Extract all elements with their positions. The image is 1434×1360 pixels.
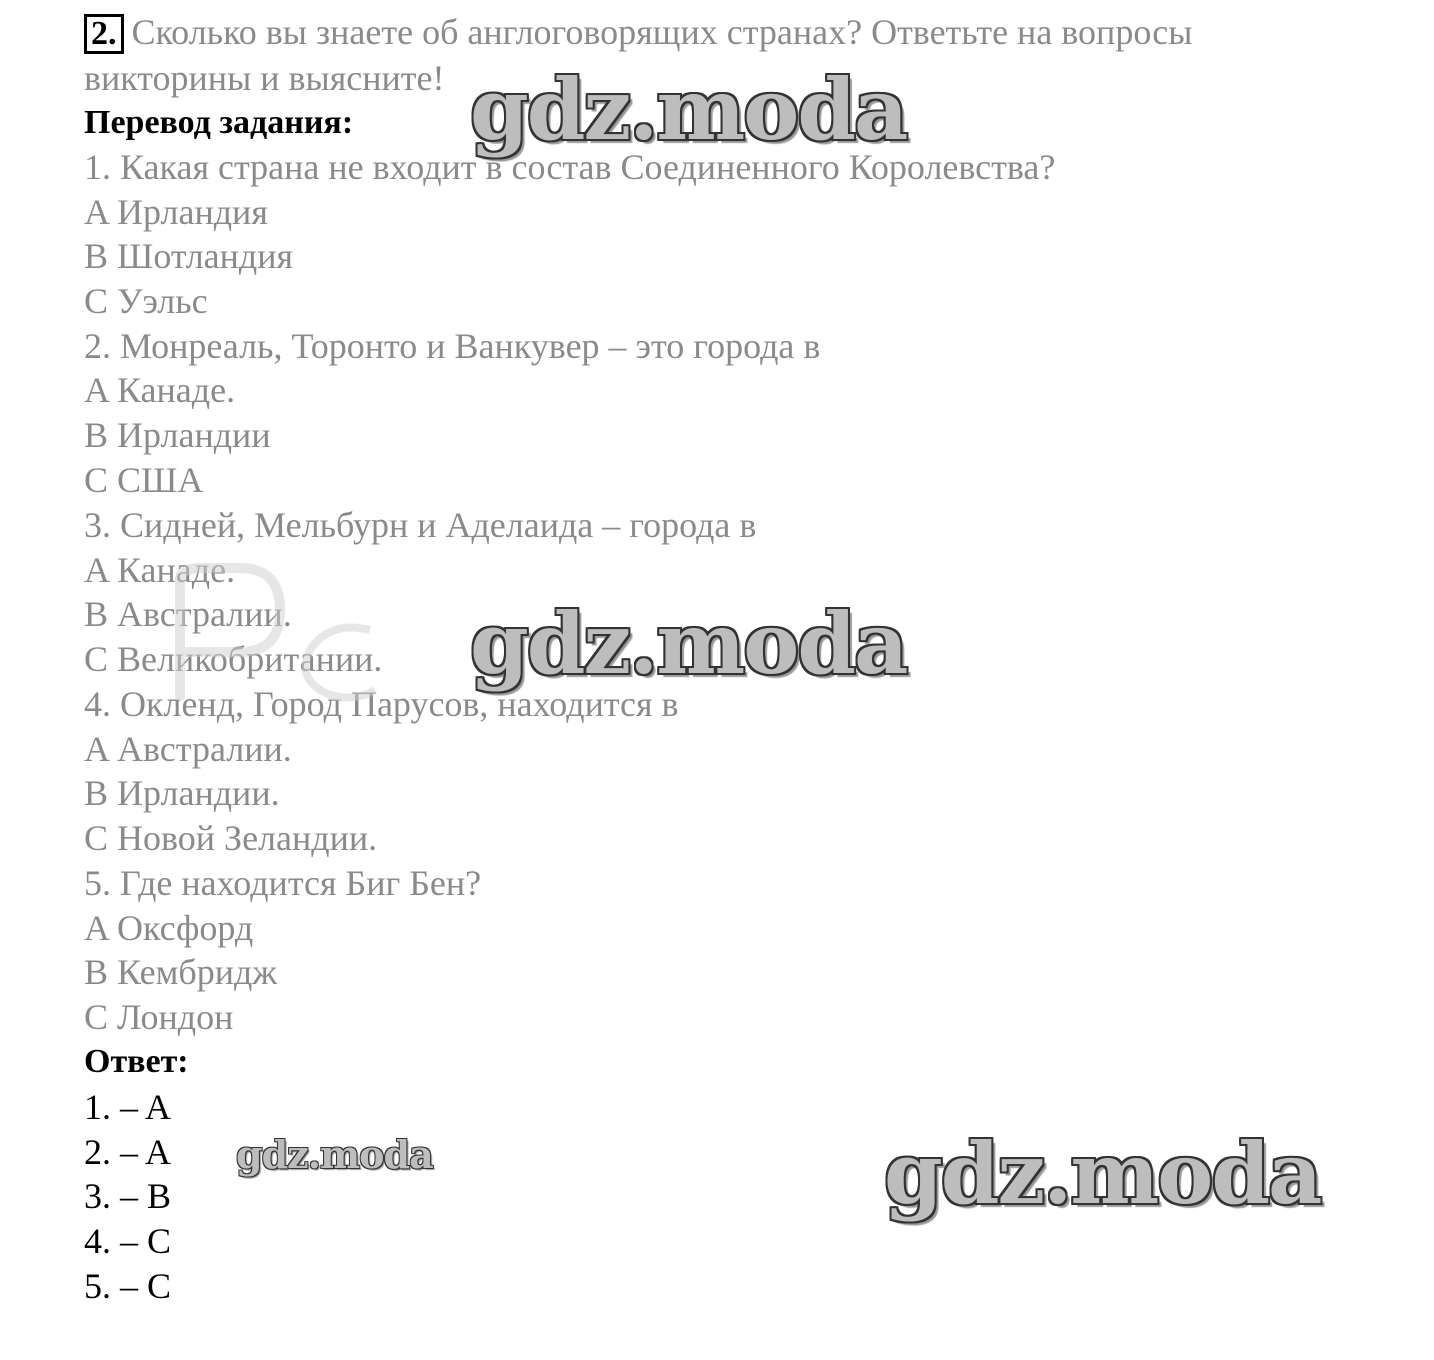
task-prompt-line-1 bbox=[84, 10, 1192, 54]
watermark: gdz.moda bbox=[470, 60, 907, 159]
task-number: 2. bbox=[84, 14, 124, 54]
quiz-line: 3. Сидней, Мельбурн и Аделаида – города в bbox=[84, 505, 757, 545]
answer-line: 5. – C bbox=[84, 1266, 172, 1306]
quiz-line: B Австралии. bbox=[84, 594, 292, 634]
quiz-line: C Новой Зеландии. bbox=[84, 818, 378, 858]
quiz-line: A Канаде. bbox=[84, 370, 236, 410]
quiz-line: 2. Монреаль, Торонто и Ванкувер – это города в bbox=[84, 326, 821, 366]
quiz-line: A Канаде. bbox=[84, 550, 236, 590]
quiz-line: C США bbox=[84, 460, 204, 500]
quiz-line: C Уэльс bbox=[84, 281, 208, 321]
quiz-line: B Ирландии. bbox=[84, 773, 280, 813]
watermark: gdz.moda bbox=[470, 594, 907, 693]
watermark: gdz.moda bbox=[884, 1124, 1321, 1223]
quiz-line: A Ирландия bbox=[84, 192, 268, 232]
task-prompt-line-2: викторины и выясните! bbox=[84, 58, 445, 98]
quiz-line: C Лондон bbox=[84, 997, 234, 1037]
watermark: gdz.moda bbox=[236, 1132, 433, 1177]
quiz-line: B Кембридж bbox=[84, 952, 278, 992]
quiz-line: 5. Где находится Биг Бен? bbox=[84, 863, 482, 903]
translation-heading: Перевод задания: bbox=[84, 104, 354, 141]
answer-line: 2. – A bbox=[84, 1132, 172, 1172]
quiz-line: 4. Окленд, Город Парусов, находится в bbox=[84, 684, 679, 724]
quiz-line: 1. Какая страна не входит в состав Соединенного Королевства? bbox=[84, 147, 1056, 187]
faint-logo-icon bbox=[160, 560, 380, 710]
task-prompt-text-1: Сколько вы знаете об англоговорящих странах? Ответьте на вопросы bbox=[131, 12, 1193, 52]
answer-line: 4. – C bbox=[84, 1221, 172, 1261]
quiz-line: C Великобритании. bbox=[84, 639, 383, 679]
quiz-line: A Оксфорд bbox=[84, 908, 254, 948]
answer-heading: Ответ: bbox=[84, 1043, 189, 1080]
answer-line: 3. – B bbox=[84, 1176, 172, 1216]
quiz-line: B Шотландия bbox=[84, 236, 294, 276]
answer-line: 1. – A bbox=[84, 1087, 172, 1127]
quiz-line: B Ирландии bbox=[84, 415, 271, 455]
quiz-line: A Австралии. bbox=[84, 729, 292, 769]
